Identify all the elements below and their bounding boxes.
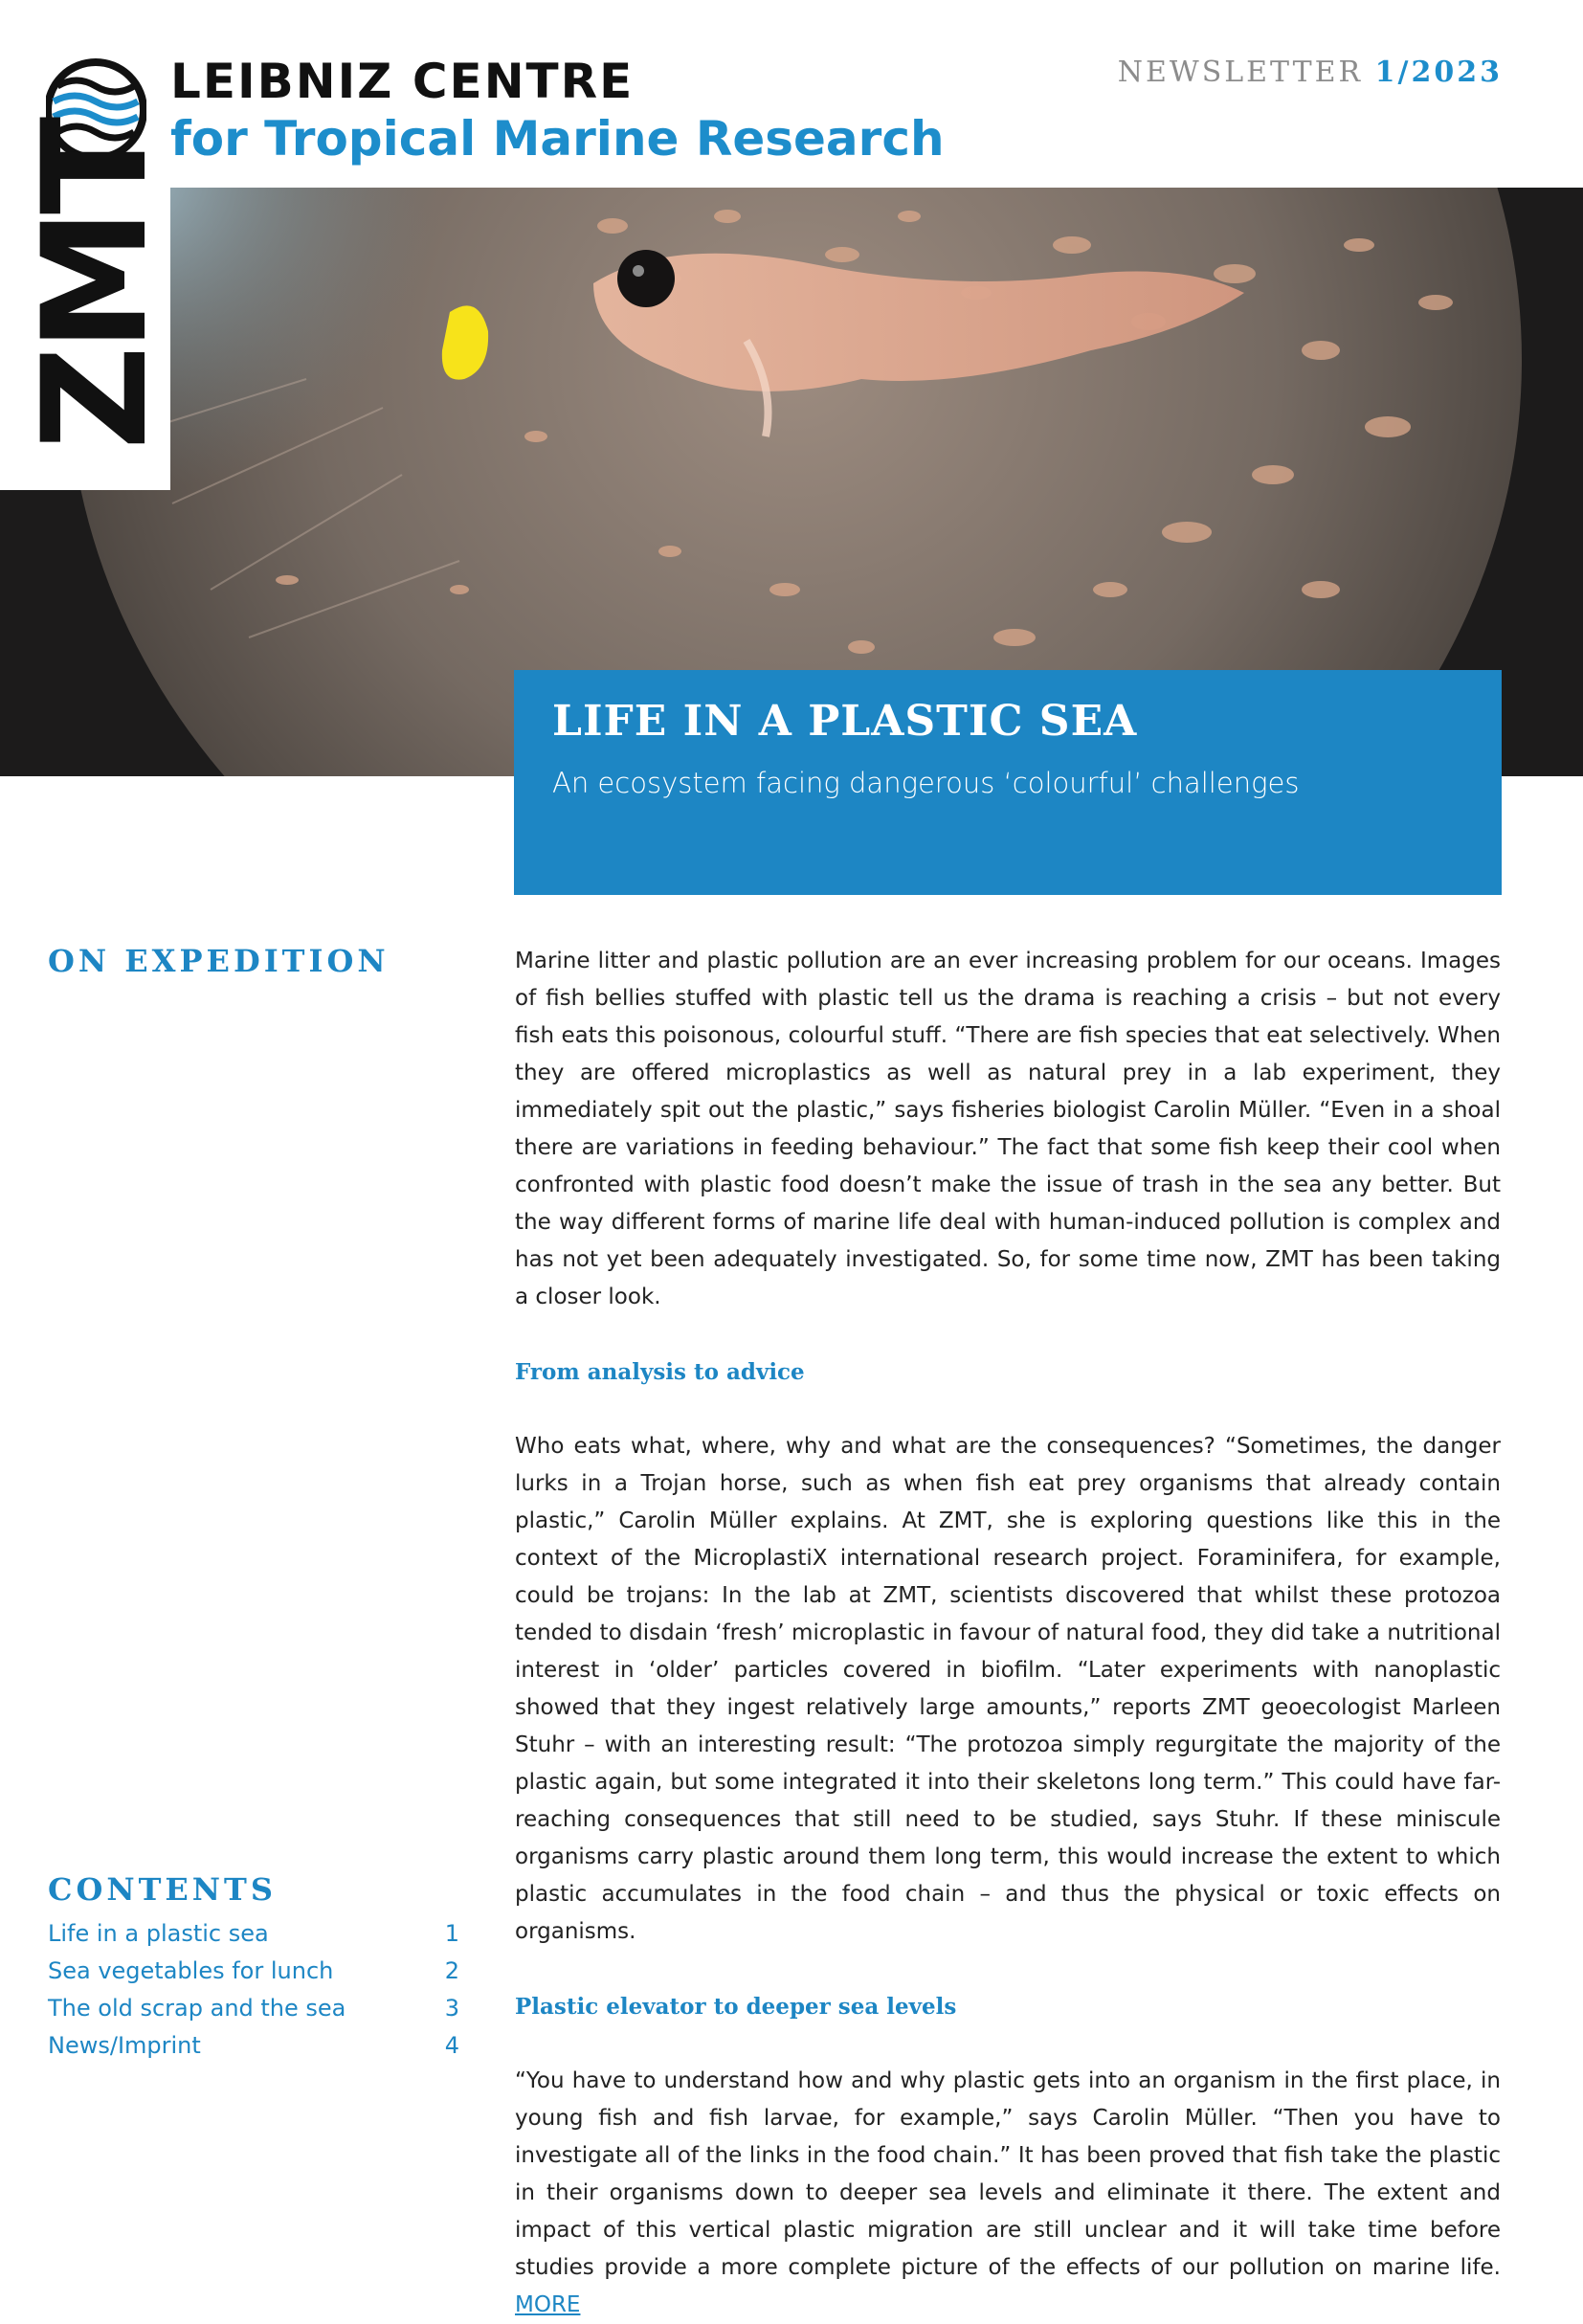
article-body	[515, 943, 1501, 2324]
toc-title: Sea vegetables for lunch	[48, 1957, 334, 1984]
article-paragraph-2: Who eats what, where, why and what are the consequences? “Sometimes, the danger lurks in a Trojan horse, such as when fish eat prey organisms that already contain plastic,” Carolin Müller explains. At ZMT, she is exploring questions like this in the context of the MicroplastiX international research project. Foraminifera, for example, could be trojans: In the lab at ZMT, scientists discovered that whilst these protozoa tended to disdain ‘fresh’ microplastic in favour of natural food, they did take a nutritional interest in ‘older’ particles covered in biofilm. “Later experiments with nanoplastic showed that they ingest relatively large amounts,” reports ZMT geoecologist Marleen Stuhr – with an interesting result: “The protozoa simply regurgitate the majority of the plastic again, but some integrated it into their skeletons long term.” This could have far-reaching consequences that still need to be studied, says Stuhr. If these miniscule organisms carry plastic around them long term, this would increase the extent to which plastic accumulates in the food chain – and thus the physical or toxic effects on organisms.	[515, 1434, 1501, 1944]
title-banner	[514, 670, 1502, 895]
subheading-analysis: From analysis to advice	[515, 1359, 805, 1385]
brand-title: LEIBNIZ CENTRE	[170, 54, 635, 109]
more-link[interactable]: MORE	[515, 2292, 581, 2317]
table-of-contents	[48, 1871, 459, 2065]
toc-item[interactable]	[48, 2027, 459, 2065]
paragraph-3-text: “You have to understand how and why plastic gets into an organism in the first place, in young fish and fish larvae, for example,” says Carolin Müller. “Then you have to investigate all of the links in the food chain.” It has been proved that fish take the plastic in their organisms down to deeper sea levels and eliminate it there. The extent and impact of this vertical plastic migration are still unclear and it will take time before studies provide a more complete picture of the effects of our pollution on marine life.	[515, 2068, 1501, 2280]
subheading-plastic-elevator: Plastic elevator to deeper sea levels	[515, 1994, 957, 2020]
article-title: LIFE IN A PLASTIC SEA	[552, 697, 1138, 746]
contents-heading: CONTENTS	[48, 1871, 277, 1908]
newsletter-label: NEWSLETTER	[1117, 56, 1364, 89]
zmt-logo	[0, 0, 179, 490]
article-paragraph-3	[515, 2063, 1501, 2324]
toc-page: 2	[444, 1957, 459, 1984]
toc-title: News/Imprint	[48, 2032, 201, 2059]
logo-letters: ZMT	[12, 122, 179, 450]
toc-item[interactable]	[48, 1990, 459, 2027]
toc-item[interactable]	[48, 1915, 459, 1953]
newsletter-issue	[1118, 56, 1503, 89]
article-subtitle: An ecosystem facing dangerous ‘colourful’ challenges	[552, 767, 1300, 799]
toc-item[interactable]	[48, 1953, 459, 1990]
brand-subtitle: for Tropical Marine Research	[170, 111, 945, 167]
section-label: ON EXPEDITION	[48, 943, 390, 979]
toc-title: Life in a plastic sea	[48, 1920, 269, 1947]
toc-page: 1	[444, 1920, 459, 1947]
toc-page: 3	[444, 1995, 459, 2022]
article-paragraph-1: Marine litter and plastic pollution are an ever increasing problem for our oceans. Images of fish bellies stuffed with plastic tell us the drama is reaching a crisis – but not every fish eats this poisonous, colourful stuff. “There are fish species that eat selectively. When they are offered microplastics as well as natural prey in a lab experiment, they immediately spit out the plastic,” says fisheries biologist Carolin Müller. “Even in a shoal there are variations in feeding behaviour.” The fact that some fish keep their cool when confronted with plastic food doesn’t make the issue of trash in the sea any better. But the way different forms of marine life deal with human-induced pollution is complex and has not yet been adequately investigated. So, for some time now, ZMT has been taking a closer look.	[515, 949, 1501, 1309]
newsletter-number: 1/2023	[1374, 56, 1503, 89]
toc-title: The old scrap and the sea	[48, 1995, 346, 2022]
toc-page: 4	[444, 2032, 459, 2059]
